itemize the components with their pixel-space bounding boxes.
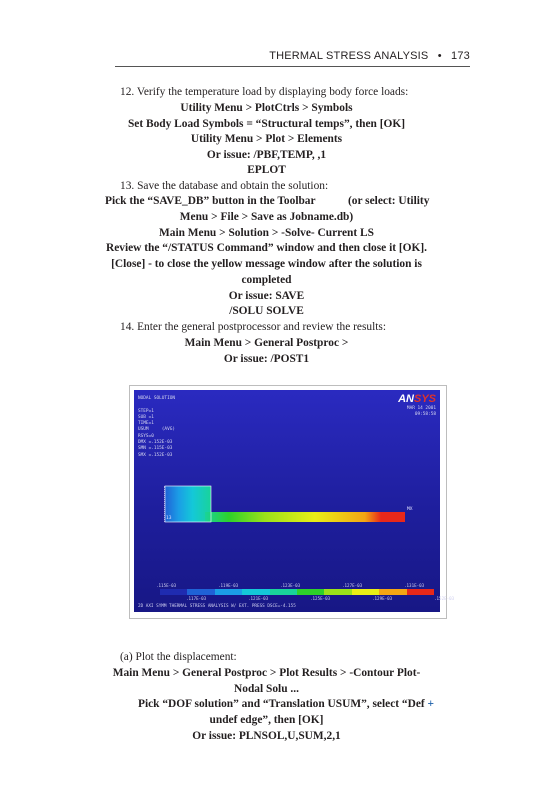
path-solve-current-ls: Main Menu > Solution > -Solve- Current LS [159, 227, 374, 239]
path-plotctrls: Utility Menu > PlotCtrls > Symbols [180, 102, 353, 114]
model-bar-section [205, 512, 405, 522]
legend-swatch-7 [352, 589, 379, 595]
running-title: THERMAL STRESS ANALYSIS [269, 50, 429, 62]
step-13-text: 13. Save the database and obtain the solution: [120, 180, 329, 192]
pick-save-db-text: Pick the “SAVE_DB” button in the Toolbar [105, 195, 316, 207]
running-header [115, 50, 470, 62]
legTop-label-2: .123E-03 [280, 583, 301, 588]
command-solve: /SOLU SOLVE [229, 305, 304, 317]
legend-swatch-2 [215, 589, 242, 595]
set-body-load-symbols: Set Body Load Symbols = “Structural temps”, then [OK] [127, 118, 406, 130]
command-eplot: EPLOT [247, 164, 286, 176]
legend-swatch-4 [270, 589, 297, 595]
legend-swatch-0 [160, 589, 187, 595]
pick-dof-solution-main: Pick “DOF solution” and “Translation USUM”, select “Def [138, 698, 425, 710]
legTop-label-4: .131E-03 [404, 583, 425, 588]
nodal-solu-text: Nodal Solu ... [234, 683, 299, 695]
model-label-left: 13 [166, 516, 172, 521]
legBot-label-0: .117E-03 [186, 596, 207, 601]
header-bullet: • [437, 50, 442, 62]
legBot-label-1: .121E-03 [248, 596, 269, 601]
path-general-postproc: Main Menu > General Postproc > [184, 337, 349, 349]
path-plot-elements: Utility Menu > Plot > Elements [190, 133, 343, 145]
command-post1: Or issue: /POST1 [223, 353, 310, 365]
legBot-label-3: .129E-03 [372, 596, 393, 601]
logo-accent: SYS [413, 393, 436, 405]
model-label-mx: MX [407, 507, 413, 512]
contour-model [165, 486, 415, 526]
plot-date: MAR 14 2001 09:58:58 [406, 406, 436, 417]
contour-legend-bar [160, 589, 434, 595]
step-12-text: 12. Verify the temperature load by displaying body force loads: [120, 86, 409, 98]
plot-title: 2D AXI SYMM THERMAL STRESS ANALYSIS W/ EXT. PRESS DSCE=-4.155 [138, 604, 296, 609]
ansys-logo [398, 393, 436, 405]
command-plnsol: Or issue: PLNSOL,U,SUM,2,1 [192, 730, 341, 742]
pick-dof-solution-text [138, 697, 434, 711]
ansys-result-screenshot [129, 385, 455, 619]
page-number: 173 [451, 50, 470, 62]
path-contour-plot: Main Menu > General Postproc > Plot Results > -Contour Plot- [112, 667, 421, 679]
close-message-text: [Close] - to close the yellow message window after the solution is [111, 258, 422, 270]
logo-main: AN [398, 393, 414, 405]
graphics-viewport [134, 390, 455, 612]
step-a-text: (a) Plot the displacement: [120, 651, 237, 663]
legend-swatch-1 [187, 589, 214, 595]
plus-sign: + [427, 698, 435, 710]
legTop-label-3: .127E-03 [342, 583, 363, 588]
legBot-label-2: .125E-03 [310, 596, 331, 601]
header-rule [115, 66, 470, 67]
command-pbf: Or issue: /PBF,TEMP, ,1 [206, 149, 327, 161]
completed-text: completed [241, 274, 292, 286]
legend-swatch-5 [297, 589, 324, 595]
legend-swatch-3 [242, 589, 269, 595]
command-save: Or issue: SAVE [228, 290, 305, 302]
legTop-label-1: .119E-03 [218, 583, 239, 588]
or-select-utility-text: (or select: Utility [348, 195, 430, 207]
undef-edge-text: undef edge”, then [OK] [209, 714, 324, 726]
legend-swatch-8 [379, 589, 406, 595]
legend-swatch-6 [324, 589, 351, 595]
legend-swatch-9 [407, 589, 434, 595]
legTop-label-0: .115E-03 [156, 583, 177, 588]
legBot-label-4: .152E-03 [434, 596, 455, 601]
step-14-text: 14. Enter the general postprocessor and review the results: [120, 321, 387, 333]
review-status-text: Review the “/STATUS Command” window and then close it [OK]. [105, 242, 428, 254]
solution-info-block: NODAL SOLUTION STEP=1 SUB =1 TIME=1 USUM (AVG) RSYS=0 DMX =.152E-03 SMN =.115E-03 SMX =.152E-03 [138, 396, 176, 458]
path-save-as: Menu > File > Save as Jobname.db) [179, 211, 354, 223]
